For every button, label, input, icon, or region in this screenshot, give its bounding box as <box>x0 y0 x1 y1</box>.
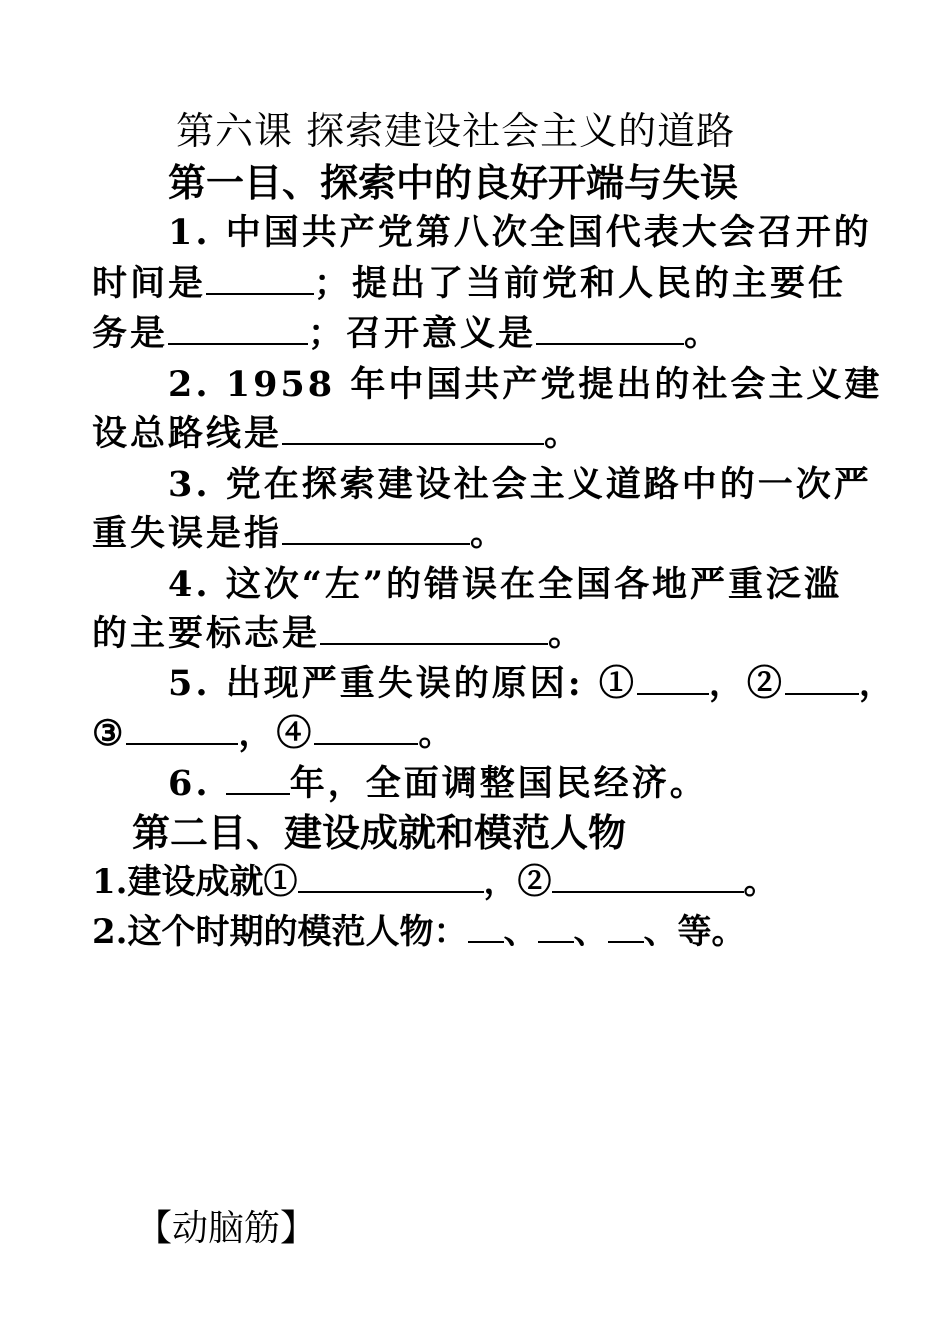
q2-line2-text: 设总路线是 <box>92 413 283 454</box>
section2-heading: 第二目、建设成就和模范人物 <box>132 811 627 855</box>
s2-q1-sep: ，② <box>483 862 552 902</box>
q4-line2-end: 。 <box>548 613 587 654</box>
q6-blank-year[interactable] <box>226 763 290 795</box>
q1-line3-text-b: ；召开意义是 <box>308 313 537 354</box>
q5-blank-4[interactable] <box>314 713 418 745</box>
q1-blank-task[interactable] <box>168 313 308 345</box>
q1-line3-text: 务是 <box>92 313 169 354</box>
s2-q2-end: 、等。 <box>643 912 746 952</box>
q6-line <box>168 756 708 806</box>
q2-line2-end: 。 <box>544 413 583 454</box>
q3-blank-mistake[interactable] <box>282 513 470 545</box>
q1-line2 <box>92 256 846 306</box>
q1-line3-end: 。 <box>684 313 723 354</box>
q5-line2 <box>92 706 456 756</box>
s2-q2-text: 2.这个时期的模范人物： <box>92 912 468 952</box>
q4-blank-sign[interactable] <box>320 613 548 645</box>
q6-num: 6. <box>168 763 226 804</box>
q2-line1: 2. 1958 年中国共产党提出的社会主义建 <box>168 364 883 405</box>
page-title: 第六课 探索建设社会主义的道路 <box>176 109 736 153</box>
s2-q1-end: 。 <box>743 862 778 902</box>
section1-heading: 第一目、探索中的良好开端与失误 <box>168 161 739 205</box>
q5-sep-1: ，② <box>708 663 785 704</box>
s2-q1-text: 1.建设成就① <box>92 862 298 902</box>
q3-line1: 3. 党在探索建设社会主义道路中的一次严 <box>168 464 872 505</box>
s2-q2-sep-1: 、 <box>503 912 538 952</box>
q3-line2-text: 重失误是指 <box>92 513 283 554</box>
q4-line2-text: 的主要标志是 <box>92 613 321 654</box>
q5-blank-2[interactable] <box>785 663 859 695</box>
q4-line1: 4. 这次“左”的错误在全国各地严重泛滥 <box>168 564 842 605</box>
footer-label: 【动脑筋】 <box>136 1208 317 1249</box>
q4-line2 <box>92 606 586 656</box>
q1-line2-text: 时间是 <box>92 263 207 304</box>
q5-line1 <box>168 656 897 706</box>
q5-blank-3[interactable] <box>126 713 238 745</box>
q5-line2-end: 。 <box>418 713 457 754</box>
q1-blank-time[interactable] <box>206 263 314 295</box>
q5-line2-num3: ③ <box>92 713 127 754</box>
s2-q2-blank-2[interactable] <box>538 911 574 943</box>
q5-line1-text: 5. 出现严重失误的原因: ① <box>168 663 637 704</box>
q2-line2 <box>92 406 582 456</box>
s2-q2-line <box>92 904 746 953</box>
q3-line2-end: 。 <box>470 513 509 554</box>
s2-q1-blank-1[interactable] <box>298 861 484 893</box>
s2-q2-blank-3[interactable] <box>608 911 644 943</box>
q5-sep-3: ，④ <box>238 713 315 754</box>
q1-line3 <box>92 306 722 356</box>
q1-line1: 1. 中国共产党第八次全国代表大会召开的 <box>168 212 872 253</box>
s2-q1-blank-2[interactable] <box>552 861 744 893</box>
q2-blank-line[interactable] <box>282 413 544 445</box>
q5-sep-2: ， <box>858 663 897 704</box>
q1-blank-meaning[interactable] <box>536 313 684 345</box>
q5-blank-1[interactable] <box>637 663 709 695</box>
q3-line2 <box>92 506 508 556</box>
q6-text: 年，全面调整国民经济。 <box>289 763 708 804</box>
s2-q2-blank-1[interactable] <box>468 911 504 943</box>
s2-q1-line <box>92 854 778 903</box>
q1-line2-text-b: ；提出了当前党和人民的主要任 <box>314 263 847 304</box>
s2-q2-sep-2: 、 <box>573 912 608 952</box>
